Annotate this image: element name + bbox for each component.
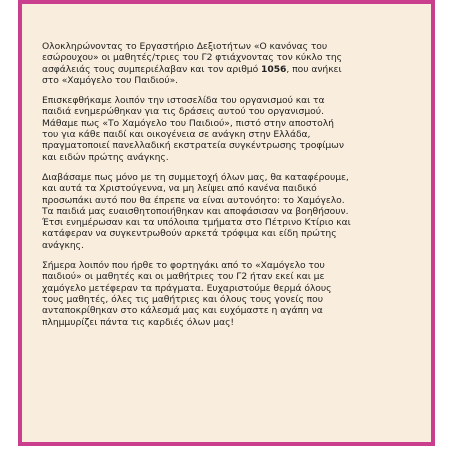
- text-line: κατάφεραν να συγκεντρωθούν αρκετά τρόφιμα και είδη πρώτης: [42, 228, 337, 240]
- text-line: του για κάθε παιδί και οικογένεια σε ανάγκη στην Ελλάδα,: [42, 129, 311, 141]
- text-line: στο «Χαμόγελο του Παιδιού».: [42, 74, 179, 86]
- text-line: προσωπάκι αυτό που θα έπρεπε να είναι αυτονόητο: το Χαμόγελο.: [42, 194, 345, 206]
- document-body: [42, 41, 416, 337]
- text-line: [42, 64, 416, 75]
- text-line: Μάθαμε πως «Το Χαμόγελο του Παιδιού», πιστό στην αποστολή: [42, 117, 334, 129]
- paragraph-website: [42, 95, 416, 163]
- text-line: εσώρουχου» οι μαθητές/τριες του Γ2 φτιάχνοντας τον κύκλο της: [42, 52, 342, 64]
- text-line: και ειδών πρώτης ανάγκης.: [42, 151, 169, 163]
- text-line: τους μαθητές, όλες τις μαθήτριες και όλους τους γονείς που: [42, 293, 323, 305]
- text-line: Σήμερα λοιπόν που ήρθε το φορτηγάκι από το «Χαμόγελο του: [42, 260, 325, 272]
- paragraph-collection: [42, 172, 416, 251]
- text-line: παιδιά ενημερώθηκαν για τις δράσεις αυτού του οργανισμού.: [42, 106, 324, 118]
- text-line: Επισκεφθήκαμε λοιπόν την ιστοσελίδα του οργανισμού και τα: [42, 95, 325, 107]
- text-line: Διαβάσαμε πως μόνο με τη συμμετοχή όλων μας, θα καταφέρουμε,: [42, 171, 349, 183]
- paragraph-thanks: [42, 260, 416, 328]
- text-line: Τα παιδιά μας ευαισθητοποιήθηκαν και αποφάσισαν να βοηθήσουν.: [42, 205, 349, 217]
- text-line: ανάγκης.: [42, 239, 84, 251]
- text-line: πραγματοποιεί πανελλαδική εκστρατεία συγκέντρωσης τροφίμων: [42, 140, 344, 152]
- text-line: πλημμυρίζει πάντα τις καρδιές όλων μας!: [42, 316, 235, 328]
- text-line: παιδιού» οι μαθητές και οι μαθήτριες του Γ2 ήταν εκεί και με: [42, 271, 325, 283]
- text-line: χαμόγελο μετέφεραν τα πράγματα. Ευχαριστούμε θερμά όλους: [42, 282, 332, 294]
- paragraph-intro: [42, 41, 416, 86]
- helpline-number: 1056: [261, 63, 287, 75]
- text-line: Ολοκληρώνοντας το Εργαστήριο Δεξιοτήτων «Ο κανόνας του: [42, 41, 328, 52]
- text-line: Έτσι ενημέρωσαν και τα υπόλοιπα τμήματα στο Πέτρινο Κτίριο και: [42, 217, 351, 229]
- text-segment: , που ανήκει: [286, 63, 342, 75]
- text-line: και αυτά τα Χριστούγεννα, να μη λείψει από κανένα παιδικό: [42, 183, 317, 195]
- text-segment: ασφάλειάς τους συμπεριέλαβαν και τον αριθμό: [42, 63, 262, 75]
- text-line: ανταποκρίθηκαν στο κάλεσμά μας και ευχόμαστε η αγάπη να: [42, 305, 323, 317]
